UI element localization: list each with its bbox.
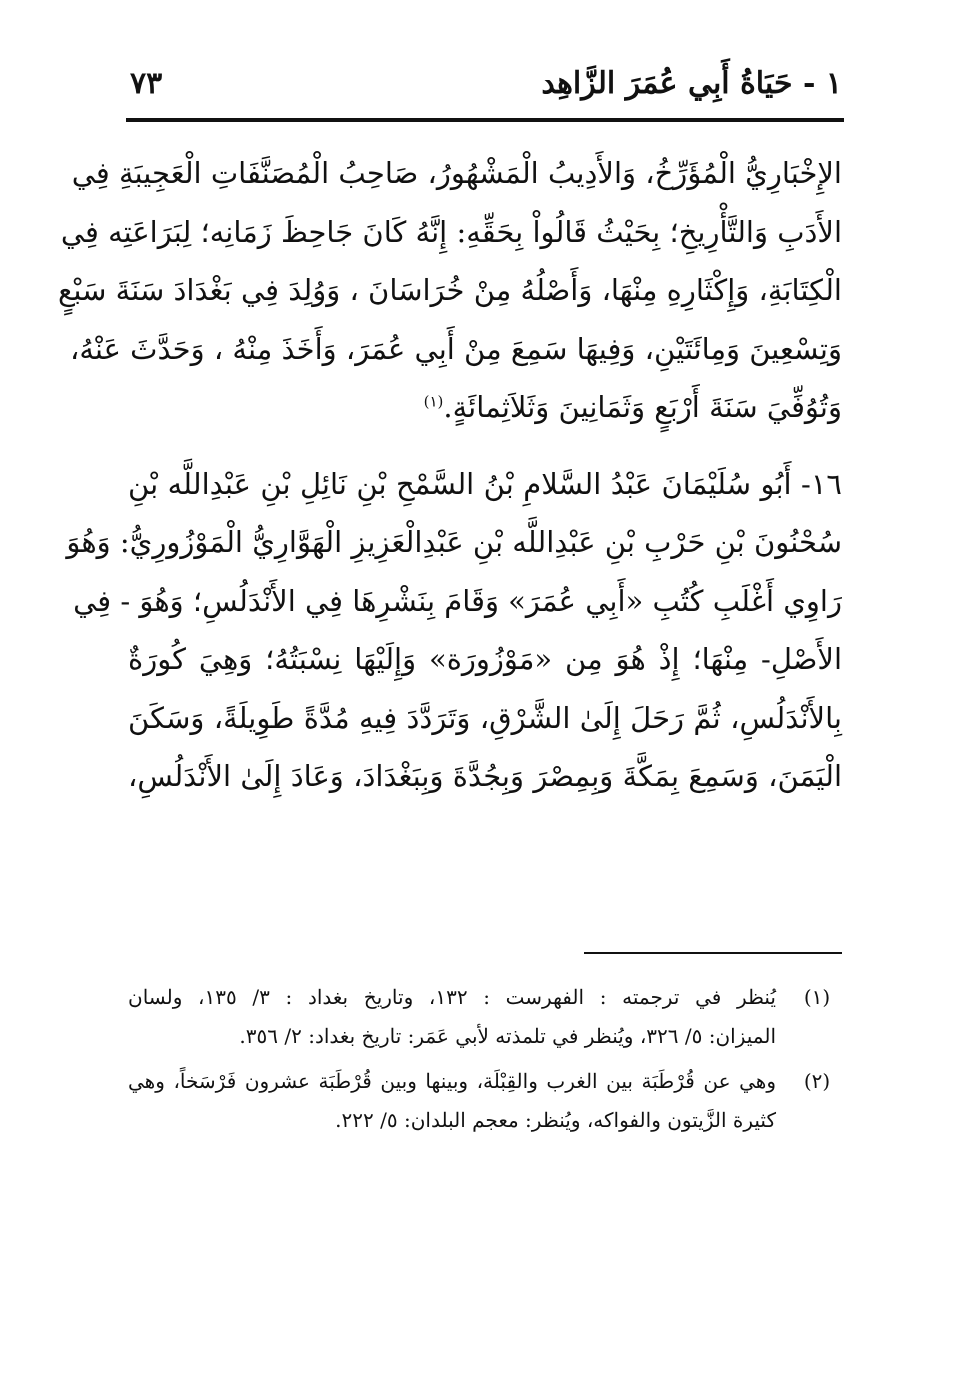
text-line: سُحْنُونَ بْنِ حَرْبِ بْنِ عَبْدِاللَّه بْنِ عَبْدِالْعَزِيزِ الْهَوَّارِيُّ الْمَوْزُورِيُّ: وَهُوَ [66, 525, 842, 559]
text-line: رَاوِي أَغْلَبِ كُتُبِ «أَبِي عُمَرَ» وَقَامَ بِنَشْرِهَا فِي الأَنْدَلُسِ؛ وَهُوَ - فِي [73, 583, 842, 618]
running-header [130, 60, 842, 118]
page-number: ٧٣ [130, 66, 163, 101]
header-rule [126, 118, 844, 122]
text-line: الأَصْلِ- مِنْهَا؛ إِذْ هُوَ مِن «مَوْزُورَة» وَإِلَيْهَا نِسْبَتُهُ؛ وَهِيَ كُورَةٌ [128, 642, 842, 676]
text-line: ١٦- أَبُو سُلَيْمَانَ عَبْدُ السَّلامِ بْنُ السَّمْحِ بْنِ نَائِلِ بْنِ عَبْدِاللَّه بْنِ [128, 466, 842, 501]
text-line-last [128, 378, 842, 437]
footnote-line: وهي عن قُرْطَبَة بين الغرب والقِبْلَة، وبينها وبين قُرْطَبَة عشرون فَرْسَخاً، وهي [128, 1069, 776, 1093]
paragraph-biography-1 [57, 144, 842, 437]
text-line: الأَدَبِ وَالتَّأْرِيخِ؛ بِحَيْثُ قَالُواْ بِحَقِّهِ: إِنَّهُ كَانَ جَاحِظَ زَمَانِه؛ لِبَرَاعَتِه فِي [60, 214, 842, 249]
text-line: الإِخْبَارِيُّ الْمُؤَرِّخُ، وَالأَدِيبُ الْمَشْهُورُ، صَاحِبُ الْمُصَنَّفَاتِ الْعَجِيبَةِ فِي [71, 156, 842, 190]
paragraph-entry-16 [66, 455, 842, 806]
footnote-number: (١) [803, 985, 831, 1009]
text-line: الْيَمَنَ، وَسَمِعَ بِمَكَّةَ وَبِمِصْرَ وَبِجُدَّةَ وَبِبَغْدَادَ، وَعَادَ إِلَىٰ الأَنْدَلُسِ، [128, 759, 842, 793]
footnote-line: كثيرة الزَّيتون والفواكه، ويُنظر: معجم البلدان: ٥/ ٢٢٢. [335, 1108, 776, 1132]
footnote-separator [584, 952, 842, 954]
footnote-line: الميزان: ٥/ ٣٢٦، ويُنظر في تلمذته لأبي عَمَر: تاريخ بغداد: ٢/ ٣٥٦. [239, 1024, 776, 1048]
footnote-2 [128, 1062, 842, 1140]
footnotes [128, 978, 842, 1146]
footnote-1 [128, 978, 842, 1056]
text-line-with-ref [128, 689, 842, 748]
footnote-number: (٢) [803, 1069, 831, 1093]
chapter-title: ١ - حَيَاةُ أَبِي عُمَرَ الزَّاهِد [541, 66, 842, 101]
text-line-content: بِالأَنْدَلُسِ، ثُمَّ رَحَلَ إِلَىٰ الشَّرْقِ، وَتَرَدَّدَ فِيهِ مُدَّةً طَوِيلَةً، وَسَكَنَ [128, 700, 842, 735]
text-line: الْكِتَابَةِ، وَإِكْثَارِهِ مِنْهَا، وَأَصْلُهُ مِنْ خُرَاسَانَ ، وَوُلِدَ فِي بَغْدَادَ سَنَةَ سَبْعٍ [57, 273, 842, 307]
main-text [57, 144, 842, 806]
text-line: وَتِسْعِينَ وَمِائَتَيْنِ، وَفِيهَا سَمِعَ مِنْ أَبِي عُمَرَ، وَأَخَذَ مِنْهُ ، وَحَدَّثَ عَنْهُ، [69, 331, 842, 366]
text-line-content: وَتُوُفِّيَ سَنَةَ أَرْبَعٍ وَثَمَانِينَ وَثَلاَثِمائَةٍ. [443, 390, 842, 424]
footnote-ref-1[interactable]: (١) [423, 392, 444, 411]
footnote-line: يُنظر في ترجمته : الفهرست : ١٣٢، وتاريخ بغداد : ٣/ ١٣٥، ولسان [128, 985, 776, 1009]
